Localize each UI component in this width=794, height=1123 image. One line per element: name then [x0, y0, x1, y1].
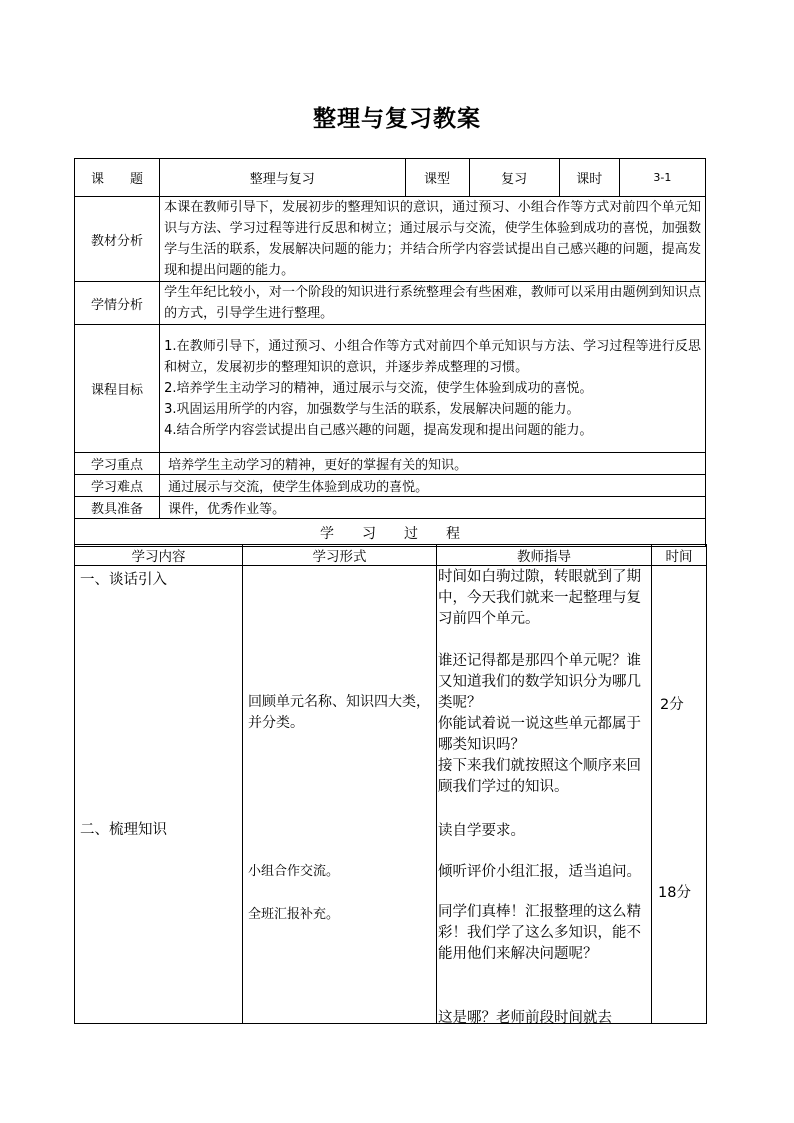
content-item-review: 二、梳理知识: [80, 822, 167, 838]
type-label: 课型: [405, 159, 469, 197]
guide-item: 倾听评价小组汇报，适当追问。: [438, 864, 641, 880]
hours-value: 3-1: [619, 159, 705, 197]
col-header-content: 学习内容: [75, 545, 243, 566]
goal-item: 1.在教师引导下，通过预习、小组合作等方式对前四个单元知识与方法、学习过程等进行反思和树立，发展初步的整理知识的意识，并逐步养成整理的习惯。: [164, 339, 701, 375]
difficult-label: 学习难点: [75, 475, 160, 497]
form-cell: [243, 566, 437, 1024]
time-item: 18分: [658, 885, 691, 901]
student-text: 学生年纪比较小，对一个阶段的知识进行系统整理会有些困难，教师可以采用由题例到知识点的方式，引导学生进行整理。: [160, 282, 706, 325]
content-cell: [75, 566, 243, 1024]
guide-item: 你能试着说一说这些单元都属于哪类知识吗？: [438, 716, 641, 753]
guide-item: 同学们真棒！汇报整理的这么精彩！我们学了这么多知识，能不能用他们来解决问题呢？: [438, 904, 641, 962]
time-item: 2分: [660, 697, 684, 713]
guide-item: 接下来我们就按照这个顺序来回顾我们学过的知识。: [438, 758, 641, 795]
key-text: 培养学生主动学习的精神，更好的掌握有关的知识。: [160, 453, 706, 475]
form-item-report: 全班汇报补充。: [248, 907, 340, 922]
goal-item: 3.巩固运用所学的内容，加强数学与生活的联系，发展解决问题的能力。: [164, 402, 580, 417]
topic-value: 整理与复习: [160, 159, 405, 197]
content-item-intro: 一、谈话引入: [80, 572, 167, 588]
form-item-recall: 回顾单元名称、知识四大类，并分类。: [248, 694, 430, 731]
process-heading: 学 习 过 程: [75, 519, 706, 547]
guide-item: 谁还记得都是那四个单元呢？谁又知道我们的数学知识分为哪几类呢？: [438, 653, 641, 711]
goal-list: [160, 325, 706, 453]
topic-label: 课 题: [75, 159, 160, 197]
material-text: 本课在教师引导下，发展初步的整理知识的意识，通过预习、小组合作等方式对前四个单元知识与方法、学习过程等进行反思和树立；通过展示与交流，使学生体验到成功的喜悦，加强数学与生活的联系，发展解决问题的能力；并结合所学内容尝试提出自己感兴趣的问题，提高发现和提出问题的能力。: [160, 197, 706, 282]
key-label: 学习重点: [75, 453, 160, 475]
difficult-text: 通过展示与交流，使学生体验到成功的喜悦。: [160, 475, 706, 497]
guide-item: 时间如白驹过隙，转眼就到了期中，今天我们就来一起整理与复习前四个单元。: [438, 569, 641, 627]
col-header-time: 时间: [652, 545, 707, 566]
guide-item: 这是哪？老师前段时间就去: [438, 1010, 612, 1026]
lesson-info-table: [74, 158, 706, 547]
material-label: 教材分析: [75, 197, 160, 282]
col-header-form: 学习形式: [243, 545, 437, 566]
document-title: 整理与复习教案: [313, 106, 481, 132]
guide-item: 读自学要求。: [438, 823, 525, 839]
prep-label: 教具准备: [75, 497, 160, 519]
goal-item: 4.结合所学内容尝试提出自己感兴趣的问题，提高发现和提出问题的能力。: [164, 423, 593, 438]
hours-label: 课时: [559, 159, 619, 197]
student-label: 学情分析: [75, 282, 160, 325]
goal-label: 课程目标: [75, 325, 160, 453]
col-header-guide: 教师指导: [437, 545, 652, 566]
type-value: 复习: [469, 159, 559, 197]
form-item-group: 小组合作交流。: [248, 864, 340, 879]
goal-item: 2.培养学生主动学习的精神，通过展示与交流，使学生体验到成功的喜悦。: [164, 381, 593, 396]
time-cell: [652, 566, 707, 1024]
prep-text: 课件，优秀作业等。: [160, 497, 706, 519]
